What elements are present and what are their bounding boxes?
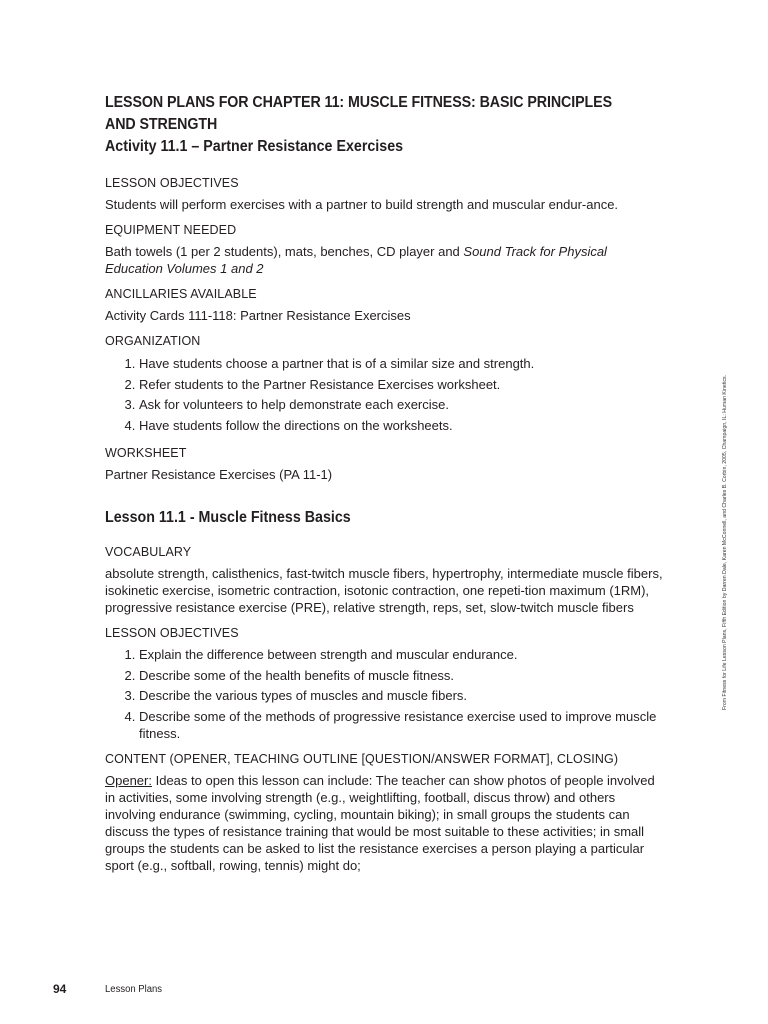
- equipment-text: [105, 243, 665, 277]
- list-item: 2. Refer students to the Partner Resistance Exercises worksheet.: [139, 375, 665, 396]
- chapter-title: [105, 92, 666, 136]
- list-item: 2. Describe some of the health benefits of muscle fitness.: [139, 667, 665, 684]
- page-content: [105, 92, 665, 882]
- ancillaries-text: Activity Cards 111-118: Partner Resistance Exercises: [105, 308, 411, 323]
- chapter-title-line2: AND STRENGTH: [105, 116, 218, 133]
- lesson-objectives-heading: LESSON OBJECTIVES: [105, 626, 239, 640]
- list-item: 1. Explain the difference between strength and muscular endurance.: [139, 646, 665, 663]
- equipment-text-plain: Bath towels (1 per 2 students), mats, benches, CD player and: [105, 244, 464, 259]
- activity-objectives-heading: LESSON OBJECTIVES: [105, 176, 239, 190]
- worksheet-text: Partner Resistance Exercises (PA 11-1): [105, 467, 333, 482]
- list-item: 4. Describe some of the methods of progressive resistance exercise used to improve muscle fitness.: [139, 708, 665, 742]
- opener-label: Opener:: [105, 772, 152, 788]
- lesson-title: Lesson 11.1 - Muscle Fitness Basics: [105, 509, 351, 526]
- activity-objectives-text: Students will perform exercises with a partner to build strength and muscular endur-ance.: [105, 197, 619, 212]
- list-item: 3. Ask for volunteers to help demonstrate each exercise.: [139, 395, 665, 416]
- list-item: 4. Have students follow the directions on the worksheets.: [139, 416, 665, 437]
- list-item: 3. Describe the various types of muscles and muscle fibers.: [139, 687, 665, 704]
- activity-title: Activity 11.1 – Partner Resistance Exercises: [105, 138, 404, 155]
- content-heading: CONTENT (OPENER, TEACHING OUTLINE [QUESTION/ANSWER FORMAT], CLOSING): [105, 751, 619, 766]
- organization-heading: ORGANIZATION: [105, 334, 201, 348]
- worksheet-heading: WORKSHEET: [105, 446, 187, 460]
- vocabulary-heading: VOCABULARY: [105, 545, 192, 559]
- equipment-heading: EQUIPMENT NEEDED: [105, 223, 237, 237]
- chapter-title-line1: LESSON PLANS FOR CHAPTER 11: MUSCLE FITNESS: BASIC PRINCIPLES: [105, 94, 613, 111]
- organization-list: [105, 354, 665, 436]
- copyright-credit: From Fitness for Life Lesson Plans, Fifth Edition by Darren Dale, Karen McConnell, and Charles B. Corbin, 2005, Champaign, IL: Human Kinetics.: [722, 374, 728, 710]
- ancillaries-heading: ANCILLARIES AVAILABLE: [105, 287, 257, 301]
- page-number: 94: [53, 982, 67, 996]
- equipment-text-italic: Sound Track for Physical Education Volumes 1 and 2: [105, 244, 607, 276]
- lesson-objectives-list: [105, 646, 665, 742]
- opener-text: Ideas to open this lesson can include: The teacher can show photos of people involved in activities, some involving strength (e.g., weightlifting, football, discus throw) and others involving endurance (swimming, cycling, mountain biking); in small groups the students can discuss the types of resistance training that would be most suitable to these activities; in small groups the students can be asked to list the resistance exercises a person playing a particular sport (e.g., softball, rowing, tennis) might do;: [105, 772, 655, 873]
- vocabulary-text: absolute strength, calisthenics, fast-twitch muscle fibers, hypertrophy, intermediate muscle fibers, isokinetic exercise, isometric contraction, isotonic contraction, one repeti-tion maximum (1RM), progressive resistance exercise (PRE), relative strength, reps, set, slow-twitch muscle fibers: [105, 566, 663, 615]
- list-item: 1. Have students choose a partner that is of a similar size and strength.: [139, 354, 665, 375]
- footer-label: Lesson Plans: [105, 984, 163, 995]
- opener-paragraph: [105, 772, 665, 874]
